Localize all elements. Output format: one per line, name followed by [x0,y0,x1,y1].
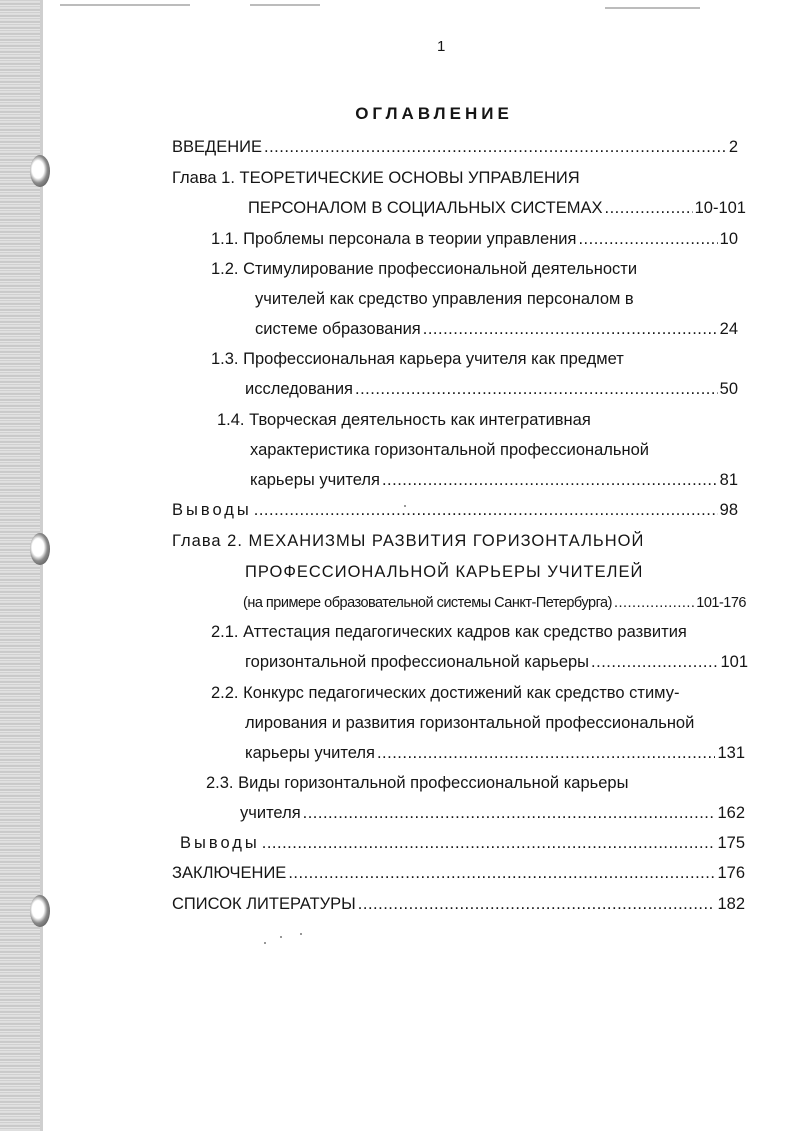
toc-entry-label: исследования [245,380,353,398]
toc-entry-label: СПИСОК ЛИТЕРАТУРЫ [172,895,356,913]
leader-dots [303,803,716,823]
toc-entry-1-2-line: 1.2. Стимулирование профессиональной деятельности [211,260,638,278]
toc-entry-1-1 [211,229,738,249]
toc-entry-2-2 [245,743,745,763]
scan-speck [404,505,406,507]
toc-entry-label: ВВЕДЕНИЕ [172,138,262,156]
toc-entry-1-4-line: характеристика горизонтальной профессиональной [250,441,650,459]
toc-entry-page: 176 [717,864,745,882]
scan-speck [264,942,266,944]
toc-entry-label: ПЕРСОНАЛОМ В СОЦИАЛЬНЫХ СИСТЕМАХ [248,199,603,217]
leader-dots [605,198,693,218]
toc-entry-page: 131 [717,744,745,762]
toc-entry-2-1 [245,652,748,672]
toc-chapter-1-title: Глава 1. ТЕОРЕТИЧЕСКИЕ ОСНОВЫ УПРАВЛЕНИЯ [172,169,580,187]
toc-entry-label: карьеры учителя [245,744,375,762]
toc-entry-1-3-line: 1.3. Профессиональная карьера учителя как предмет [211,350,624,368]
toc-entry-page: 101-176 [696,595,746,611]
leader-dots [358,894,716,914]
toc-entry-label: ЗАКЛЮЧЕНИЕ [172,864,287,882]
leader-dots [423,319,718,339]
leader-dots [591,652,718,672]
leader-dots [264,137,727,157]
toc-entry-label: Выводы [180,834,260,852]
toc-entry-2-2-line: 2.2. Конкурс педагогических достижений как средство стиму- [211,684,680,702]
toc-entry-conclusions-1 [172,500,738,520]
scan-speck [280,936,282,938]
toc-entry-intro [172,137,738,157]
toc-entry-conclusions-2 [180,833,745,853]
toc-entry-page: 98 [719,501,738,519]
toc-entry-label: системе образования [255,320,421,338]
leader-dots [355,379,718,399]
toc-entry-references [172,894,745,914]
toc-entry-page: 50 [719,380,738,398]
scan-mark [605,7,700,9]
toc-entry-conclusion [172,863,745,883]
toc-entry-1-4-line: 1.4. Творческая деятельность как интегративная [217,411,591,429]
scan-speck [300,933,302,935]
page-title: ОГЛАВЛЕНИЕ [355,104,513,123]
scan-mark [250,4,320,6]
toc-entry-page: 175 [717,834,745,852]
toc-entry-page: 81 [719,471,738,489]
toc-entry-chapter-2 [243,593,746,613]
toc-chapter-2-title: ПРОФЕССИОНАЛЬНОЙ КАРЬЕРЫ УЧИТЕЛЕЙ [245,563,644,581]
leader-dots [382,470,718,490]
toc-entry-page: 24 [719,320,738,338]
toc-entry-2-1-line: 2.1. Аттестация педагогических кадров как средство развития [211,623,687,641]
punch-hole [30,533,50,565]
toc-chapter-2-title: Глава 2. МЕХАНИЗМЫ РАЗВИТИЯ ГОРИЗОНТАЛЬНОЙ [172,532,645,550]
toc-entry-label: Выводы [172,501,252,519]
toc-entry-1-3 [245,379,738,399]
leader-dots [288,863,715,883]
toc-entry-2-3 [240,803,745,823]
toc-entry-1-2 [255,319,738,339]
punch-hole [30,155,50,187]
toc-entry-label: учителя [240,804,301,822]
toc-entry-page: 101 [720,653,748,671]
leader-dots [254,500,718,520]
toc-entry-1-2-line: учителей как средство управления персоналом в [255,290,634,308]
toc-entry-page: 182 [717,895,745,913]
punch-hole [30,895,50,927]
leader-dots [262,833,716,853]
leader-dots [377,743,716,763]
leader-dots [614,593,694,613]
toc-entry-label: 1.1. Проблемы персонала в теории управления [211,230,577,248]
toc-entry-2-3-line: 2.3. Виды горизонтальной профессиональной карьеры [206,774,629,792]
toc-entry-2-2-line: лирования и развития горизонтальной профессиональной [245,714,695,732]
toc-entry-page: 162 [717,804,745,822]
toc-entry-chapter-1 [248,198,746,218]
leader-dots [578,229,717,249]
page-number: 1 [437,38,446,55]
toc-entry-page: 10-101 [694,199,746,217]
toc-entry-1-4 [250,470,738,490]
toc-entry-label: (на примере образовательной системы Санкт-Петербурга) [243,595,612,611]
toc-entry-page: 2 [728,138,738,156]
scan-mark [60,4,190,6]
toc-entry-label: горизонтальной профессиональной карьеры [245,653,590,671]
toc-entry-page: 10 [719,230,738,248]
toc-entry-label: карьеры учителя [250,471,380,489]
